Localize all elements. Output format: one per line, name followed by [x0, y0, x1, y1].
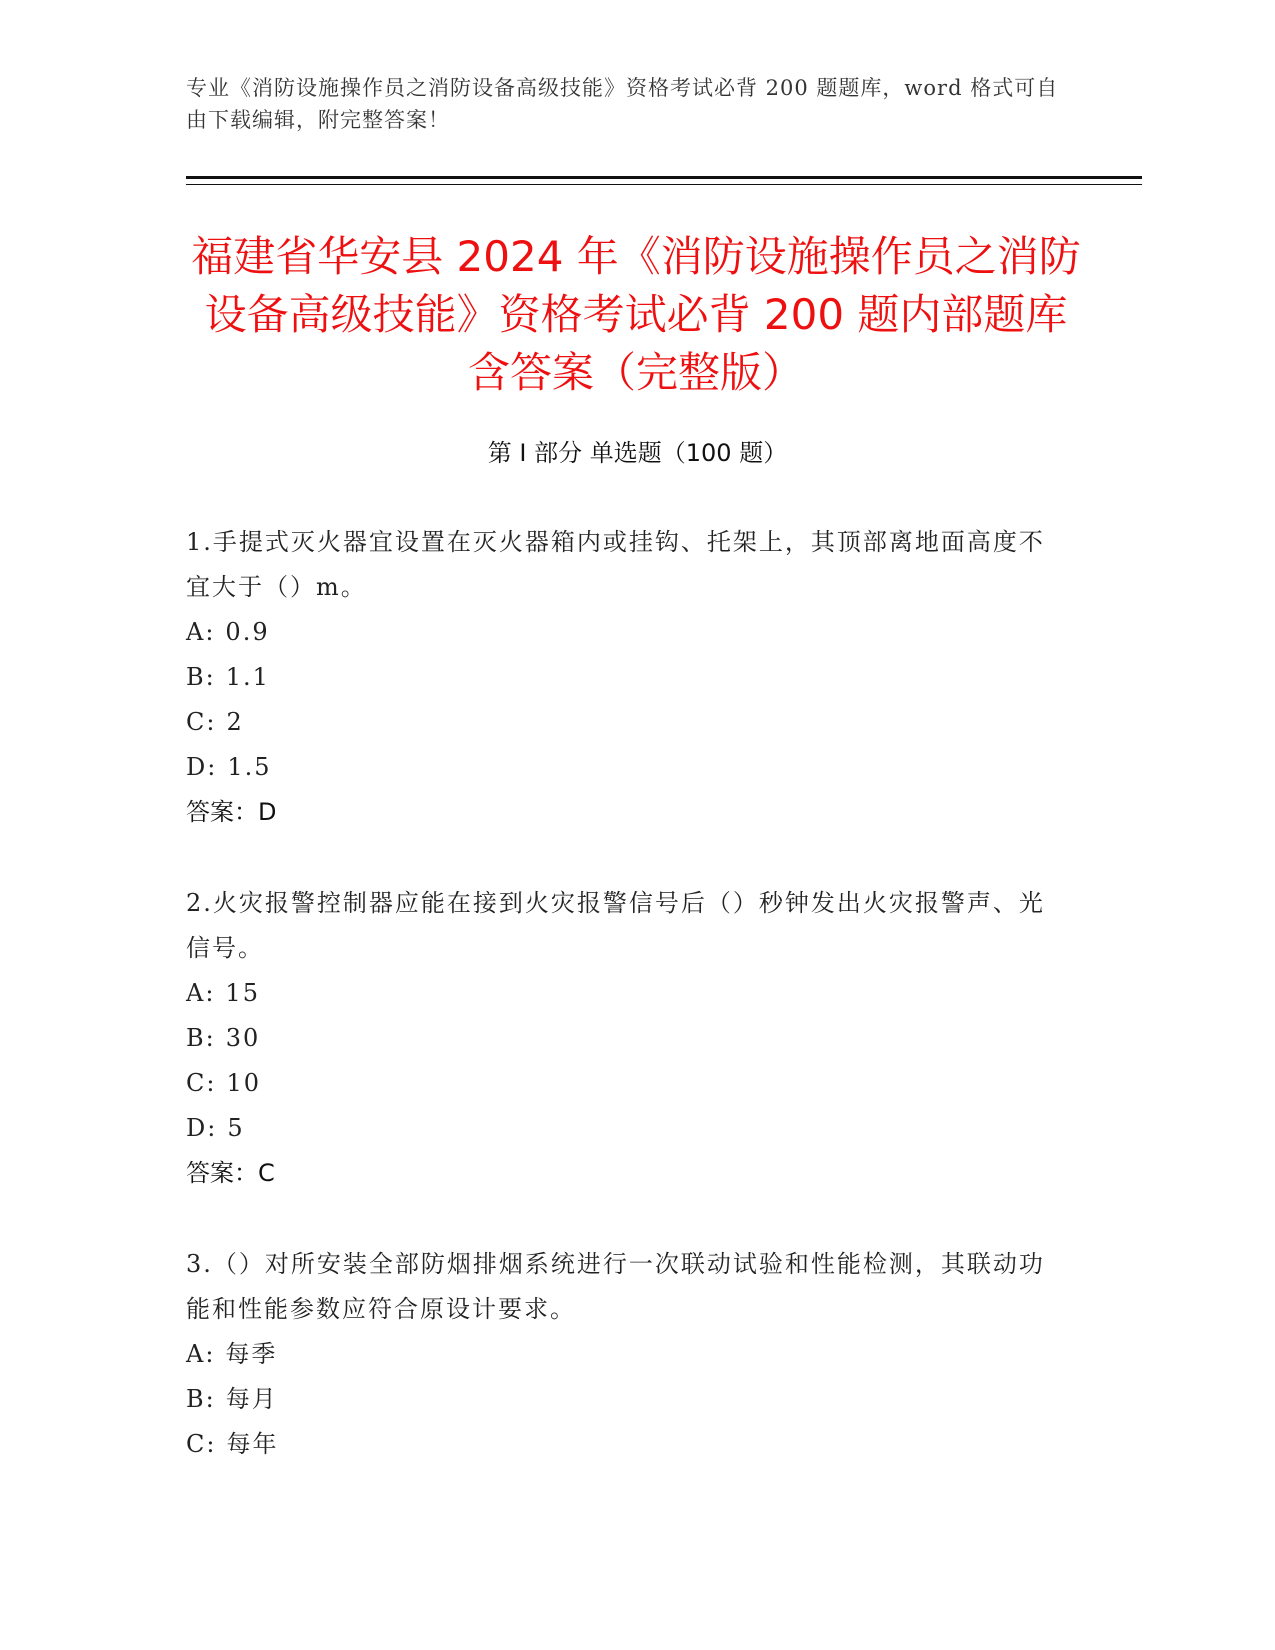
document-title: 福建省华安县 2024 年《消防设施操作员之消防设备高级技能》资格考试必背 200 题内部题库含答案（完整版） — [191, 232, 1081, 397]
option-d — [186, 1106, 1056, 1151]
option-key: D: — [186, 753, 218, 781]
option-key: A: — [186, 618, 216, 646]
question-3 — [186, 1242, 1056, 1467]
option-value: 15 — [225, 979, 260, 1007]
question-2 — [186, 881, 1056, 1196]
option-value: 每月 — [225, 1385, 278, 1413]
option-key: C: — [186, 1430, 217, 1458]
header-note: 专业《消防设施操作员之消防设备高级技能》资格考试必背 200 题题库，word 格式可自由下载编辑，附完整答案！ — [186, 76, 1059, 132]
option-a — [186, 610, 1056, 655]
option-c — [186, 1061, 1056, 1106]
option-b — [186, 1377, 1056, 1422]
option-key: B: — [186, 1385, 216, 1413]
option-value: 10 — [226, 1069, 261, 1097]
question-1 — [186, 520, 1056, 835]
question-stem: 1.手提式灭火器宜设置在灭火器箱内或挂钩、托架上，其顶部离地面高度不宜大于（）m。 — [186, 528, 1045, 601]
option-value: 1.5 — [227, 753, 272, 781]
option-c — [186, 700, 1056, 745]
question-list — [186, 520, 1056, 1513]
option-c — [186, 1422, 1056, 1467]
option-value: 5 — [227, 1114, 245, 1142]
option-value: 每年 — [226, 1430, 279, 1458]
header-rule-thin — [186, 184, 1142, 185]
header-rule-thick — [186, 176, 1142, 179]
option-key: C: — [186, 708, 217, 736]
answer: 答案：D — [186, 798, 277, 826]
option-value: 0.9 — [225, 618, 270, 646]
option-b — [186, 1016, 1056, 1061]
option-value: 2 — [226, 708, 244, 736]
question-stem: 2.火灾报警控制器应能在接到火灾报警信号后（）秒钟发出火灾报警声、光信号。 — [186, 889, 1045, 962]
option-a — [186, 971, 1056, 1016]
option-key: B: — [186, 663, 216, 691]
question-stem: 3.（）对所安装全部防烟排烟系统进行一次联动试验和性能检测，其联动功能和性能参数应符合原设计要求。 — [186, 1250, 1045, 1323]
section-title: 第 I 部分 单选题（100 题） — [487, 439, 788, 467]
answer: 答案：C — [186, 1159, 275, 1187]
option-b — [186, 655, 1056, 700]
option-a — [186, 1332, 1056, 1377]
option-value: 30 — [225, 1024, 261, 1052]
option-key: A: — [186, 979, 216, 1007]
option-key: B: — [186, 1024, 216, 1052]
option-key: C: — [186, 1069, 217, 1097]
option-d — [186, 745, 1056, 790]
option-key: D: — [186, 1114, 218, 1142]
option-key: A: — [186, 1340, 216, 1368]
option-value: 1.1 — [225, 663, 270, 691]
option-value: 每季 — [225, 1340, 278, 1368]
